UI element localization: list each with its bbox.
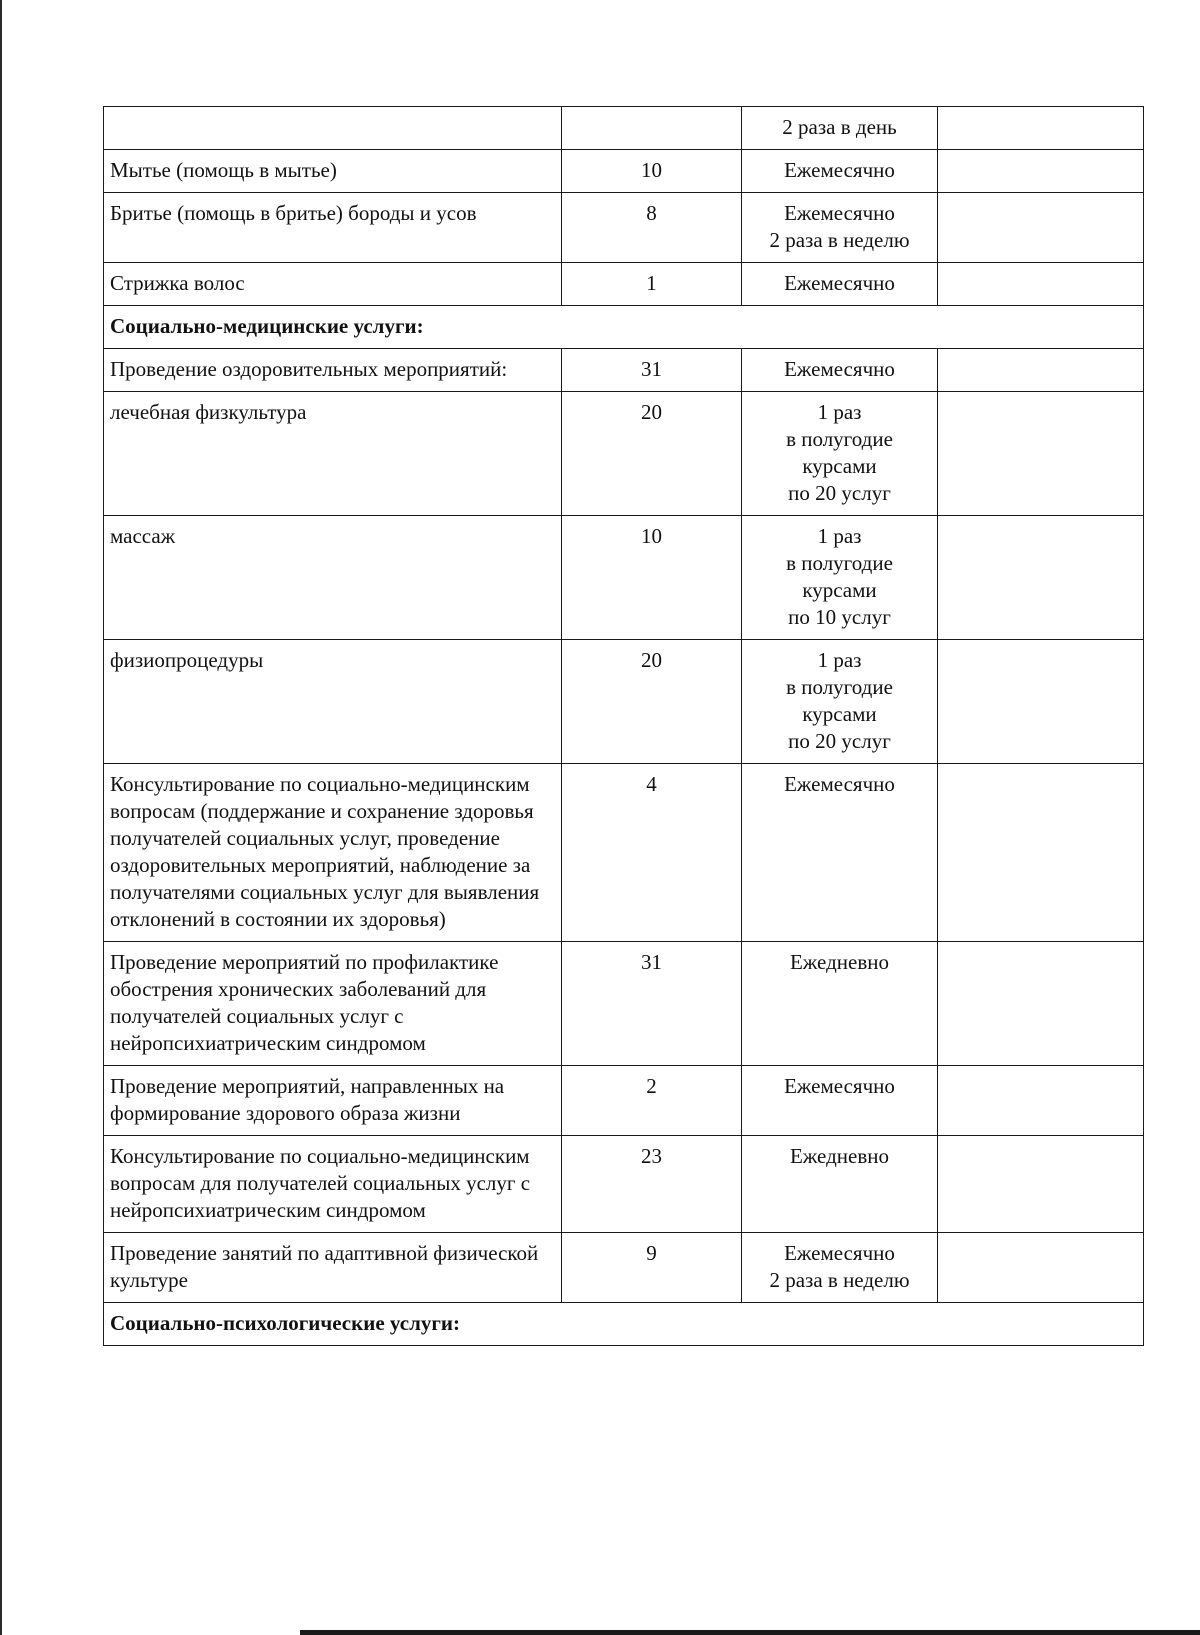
table-row (104, 1233, 1144, 1303)
service-name-cell: Мытье (помощь в мытье) (104, 150, 562, 193)
table-row (104, 107, 1144, 150)
service-note-cell (938, 764, 1144, 942)
table-row (104, 193, 1144, 263)
scan-edge-left (0, 0, 2, 1635)
service-frequency-cell (742, 516, 938, 640)
service-note-cell (938, 1233, 1144, 1303)
service-note-cell (938, 263, 1144, 306)
frequency-line: Ежемесячно (784, 271, 895, 295)
service-frequency-cell (742, 1136, 938, 1233)
frequency-line: Ежемесячно (784, 201, 895, 225)
service-count-cell: 8 (562, 193, 742, 263)
service-name-cell: физиопроцедуры (104, 640, 562, 764)
service-frequency-cell (742, 1233, 938, 1303)
frequency-line: по 20 услуг (788, 729, 891, 753)
services-table (103, 106, 1144, 1346)
service-frequency-cell (742, 1066, 938, 1136)
service-note-cell (938, 349, 1144, 392)
service-count-cell: 10 (562, 516, 742, 640)
table-row (104, 349, 1144, 392)
service-count-cell: 4 (562, 764, 742, 942)
frequency-line: курсами (802, 454, 877, 478)
service-frequency-cell (742, 263, 938, 306)
service-frequency-cell (742, 349, 938, 392)
service-count-cell: 2 (562, 1066, 742, 1136)
service-name-cell: Проведение мероприятий, направленных на формирование здорового образа жизни (104, 1066, 562, 1136)
service-count-cell: 31 (562, 942, 742, 1066)
frequency-line: Ежедневно (789, 1144, 889, 1168)
service-frequency-cell (742, 107, 938, 150)
section-title: Социально-психологические услуги: (104, 1303, 1144, 1346)
table-row (104, 764, 1144, 942)
frequency-line: в полугодие (786, 675, 893, 699)
service-note-cell (938, 107, 1144, 150)
service-count-cell: 31 (562, 349, 742, 392)
service-name-cell (104, 107, 562, 150)
service-note-cell (938, 640, 1144, 764)
service-note-cell (938, 516, 1144, 640)
frequency-line: Ежемесячно (784, 1074, 895, 1098)
service-name-cell: Проведение оздоровительных мероприятий: (104, 349, 562, 392)
frequency-line: по 10 услуг (788, 605, 891, 629)
frequency-line: 2 раза в день (782, 115, 897, 139)
frequency-line: Ежемесячно (784, 357, 895, 381)
table-row (104, 392, 1144, 516)
table-row (104, 1066, 1144, 1136)
frequency-line: в полугодие (786, 427, 893, 451)
frequency-line: Ежемесячно (784, 772, 895, 796)
service-count-cell: 9 (562, 1233, 742, 1303)
service-name-cell: Стрижка волос (104, 263, 562, 306)
service-frequency-cell (742, 942, 938, 1066)
service-note-cell (938, 150, 1144, 193)
frequency-line: курсами (802, 702, 877, 726)
service-count-cell: 1 (562, 263, 742, 306)
service-note-cell (938, 392, 1144, 516)
service-name-cell: Консультирование по социально-медицинским вопросам (поддержание и сохранение здоровья получателей социальных услуг, проведение оздоровительных мероприятий, наблюдение за получателями социальных услуг для выявления отклонений в состоянии их здоровья) (104, 764, 562, 942)
service-name-cell: Проведение занятий по адаптивной физической культуре (104, 1233, 562, 1303)
service-note-cell (938, 942, 1144, 1066)
table-row (104, 640, 1144, 764)
table-row (104, 263, 1144, 306)
service-note-cell (938, 193, 1144, 263)
service-note-cell (938, 1136, 1144, 1233)
frequency-line: 1 раз (817, 524, 862, 548)
service-frequency-cell (742, 150, 938, 193)
service-frequency-cell (742, 392, 938, 516)
service-name-cell: Проведение мероприятий по профилактике обострения хронических заболеваний для получателей социальных услуг с нейропсихиатрическим синдромом (104, 942, 562, 1066)
service-frequency-cell (742, 193, 938, 263)
service-count-cell (562, 107, 742, 150)
service-count-cell: 20 (562, 392, 742, 516)
frequency-line: 2 раза в неделю (769, 1268, 910, 1292)
frequency-line: 2 раза в неделю (769, 228, 910, 252)
frequency-line: Ежемесячно (784, 1241, 895, 1265)
table-row (104, 942, 1144, 1066)
services-table-body (104, 107, 1144, 1346)
table-row (104, 150, 1144, 193)
service-name-cell: массаж (104, 516, 562, 640)
table-row (104, 516, 1144, 640)
frequency-line: Ежедневно (789, 950, 889, 974)
section-title: Социально-медицинские услуги: (104, 306, 1144, 349)
section-header-row (104, 1303, 1144, 1346)
frequency-line: 1 раз (817, 648, 862, 672)
table-row (104, 1136, 1144, 1233)
service-note-cell (938, 1066, 1144, 1136)
service-frequency-cell (742, 764, 938, 942)
frequency-line: 1 раз (817, 400, 862, 424)
service-count-cell: 23 (562, 1136, 742, 1233)
service-frequency-cell (742, 640, 938, 764)
service-name-cell: лечебная физкультура (104, 392, 562, 516)
frequency-line: по 20 услуг (788, 481, 891, 505)
frequency-line: в полугодие (786, 551, 893, 575)
scan-edge-bottom (300, 1630, 1200, 1635)
section-header-row (104, 306, 1144, 349)
service-count-cell: 10 (562, 150, 742, 193)
service-name-cell: Бритье (помощь в бритье) бороды и усов (104, 193, 562, 263)
frequency-line: Ежемесячно (784, 158, 895, 182)
service-count-cell: 20 (562, 640, 742, 764)
frequency-line: курсами (802, 578, 877, 602)
service-name-cell: Консультирование по социально-медицинским вопросам для получателей социальных услуг с нейропсихиатрическим синдромом (104, 1136, 562, 1233)
